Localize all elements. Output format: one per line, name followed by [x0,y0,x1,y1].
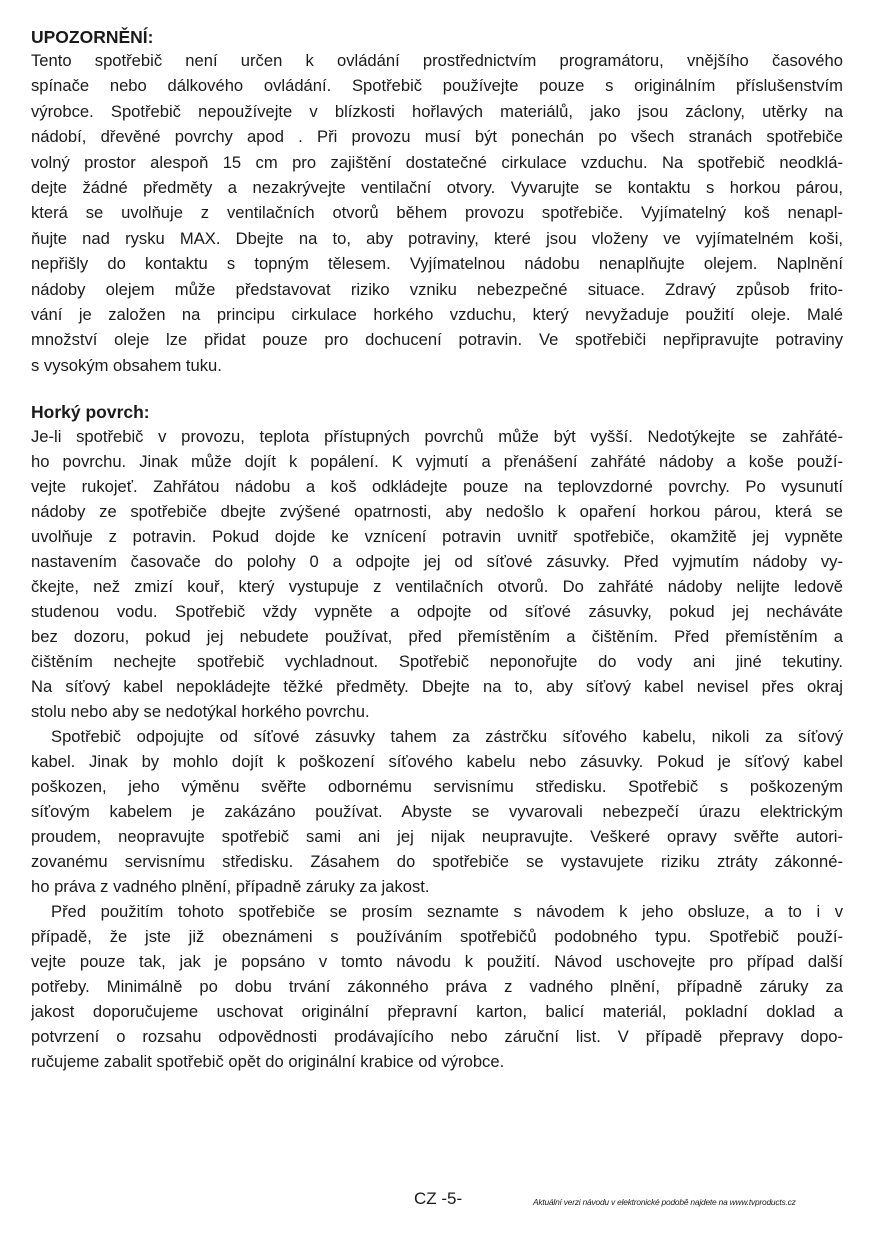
text-line: ho povrchu. Jinak může dojít k popálení. K vyjmutí a přenášení zahřáté nádoby a koše použí- [31,452,843,471]
text-line: nádobí, dřevěné povrchy apod . Při provozu musí být ponechán po všech stranách spotřebiče [31,127,843,147]
section-heading-warning: UPOZORNĚNÍ: [31,27,154,47]
text-line: vání je založen na principu cirkulace horkého vzduchu, který nevyžaduje použití oleje. Malé [31,304,843,324]
text-line: ňujte nad rysku MAX. Dbejte na to, aby potraviny, které jsou vloženy ve vyjímatelném koši, [31,228,843,248]
text-line: čištěním nechejte spotřebič vychladnout. Spotřebič neponořujte do vody ani jiné tekutiny. [31,652,843,671]
text-line: uvolňuje z potravin. Pokud dojde ke vznícení potravin uvnitř spotřebiče, okamžitě jej vypněte [31,527,843,546]
text-line: poškozen, jeho výměnu svěřte odbornému servisnímu středisku. Spotřebič s poškozeným [31,777,843,796]
text-line: proudem, neopravujte spotřebič sami ani jej nijak neupravujte. Veškeré opravy svěřte autori- [31,827,843,846]
text-line: množství oleje lze přidat pouze pro dochucení potravin. Ve spotřebiči nepřipravujte potraviny [31,330,843,350]
text-line: kabel. Jinak by mohlo dojít k poškození síťového kabelu nebo zásuvky. Pokud je síťový kabel [31,752,843,771]
text-line: Na síťový kabel nepokládejte těžké předměty. Dbejte na to, aby síťový kabel nevisel přes okraj [31,677,843,696]
text-line: Tento spotřebič není určen k ovládání prostřednictvím programátoru, vnějšího časového [31,51,843,70]
text-line: vejte pouze tak, jak je popsáno v tomto návodu k použití. Návod uschovejte pro případ další [31,952,843,971]
text-line: potvrzení o rozsahu odpovědnosti prodávajícího nebo záruční list. V případě přepravy dopo- [31,1027,843,1046]
text-line: vejte rukojeť. Zahřátou nádobu a koš odkládejte pouze na teplovzdorné povrchy. Po vysunutí [31,477,843,496]
text-line: Je-li spotřebič v provozu, teplota přístupných povrchů může být vyšší. Nedotýkejte se zahřáté- [31,427,843,446]
text-line: nádoby ze spotřebiče dbejte zvýšené opatrnosti, aby nedošlo k opaření horkou párou, která se [31,502,843,521]
footer-note: Aktuální verzi návodu v elektronické podobě najdete na www.tvproducts.cz [533,1197,796,1207]
hot-surface-text-block [31,424,843,1074]
text-line: nádoby olejem může představovat riziko vzniku nebezpečné situace. Zdravý způsob frito- [31,279,843,299]
text-line: síťovým kabelem je zakázáno používat. Abyste se vyvarovali nebezpečí úrazu elektrickým [31,802,843,821]
text-line: s vysokým obsahem tuku. [31,355,222,375]
text-line: Před použitím tohoto spotřebiče se prosím seznamte s návodem k jeho obsluze, a to i v [51,902,843,921]
text-line: čkejte, než zmizí kouř, který vystupuje z ventilačních otvorů. Do zahřáté nádoby nelijte ledově [31,577,843,596]
warning-text-block [31,48,843,378]
text-line: studenou vodu. Spotřebič vždy vypněte a odpojte od síťové zásuvky, pokud jej necháváte [31,602,843,621]
text-line: bez dozoru, pokud jej nebudete používat, před přemístěním a čištěním. Před přemístěním a [31,627,843,646]
text-line: nastavením časovače do polohy 0 a odpojte jej od síťové zásuvky. Před vyjmutím nádoby vy- [31,552,843,571]
text-line: nepřišly do kontaktu s topným tělesem. Vyjímatelnou nádobu nenaplňujte olejem. Naplnění [31,254,843,274]
text-line: případě, že jste již obeznámeni s používáním spotřebičů podobného typu. Spotřebič použí- [31,927,843,946]
text-line: výrobce. Spotřebič nepoužívejte v blízkosti hořlavých materiálů, jako jsou záclony, utěrky na [31,101,843,121]
section-heading-hot-surface: Horký povrch: [31,402,150,422]
text-line: která se uvolňuje z ventilačních otvorů během provozu spotřebiče. Vyjímatelný koš nenapl- [31,203,843,223]
text-line: stolu nebo aby se nedotýkal horkého povrchu. [31,702,370,721]
text-line: volný prostor alespoň 15 cm pro zajištění dostatečné cirkulace vzduchu. Na spotřebič neodklá- [31,152,843,172]
text-line: Spotřebič odpojujte od síťové zásuvky tahem za zástrčku síťového kabelu, nikoli za síťový [51,727,843,746]
text-line: dejte žádné předměty a nezakrývejte ventilační otvory. Vyvarujte se kontaktu s horkou párou, [31,177,843,197]
text-line: zovanému servisnímu středisku. Zásahem do spotřebiče se vystavujete riziku ztráty zákonné- [31,852,843,871]
text-line: potřeby. Minimálně po dobu trvání zákonného práva z vadného plnění, případně záruky za [31,977,843,996]
text-line: jakost doporučujeme uschovat originální přepravní karton, balicí materiál, pokladní doklad a [31,1002,843,1021]
text-line: ručujeme zabalit spotřebič opět do originální krabice od výrobce. [31,1052,505,1071]
page-number: CZ -5- [414,1189,463,1208]
text-line: spínače nebo dálkového ovládání. Spotřebič používejte pouze s originálním příslušenstvím [31,76,843,96]
text-line: ho práva z vadného plnění, případně záruky za jakost. [31,877,430,896]
